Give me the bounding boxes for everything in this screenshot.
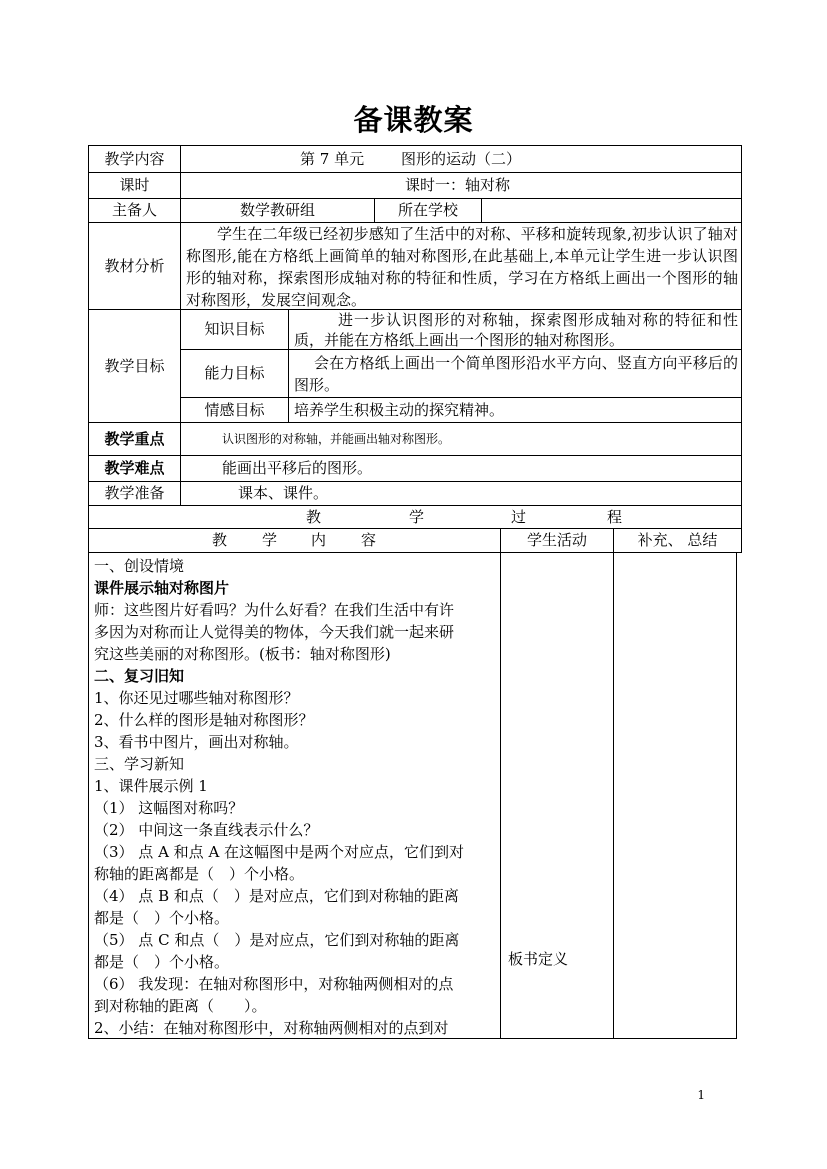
process-line: （2） 中间这一条直线表示什么？ [94,821,319,839]
col-content-char: 教 [212,531,228,549]
col-content-char: 内 [311,531,327,549]
process-header-char: 过 [511,508,527,526]
process-line: 一、创设情境 [94,557,185,575]
process-header-char: 程 [607,508,623,526]
lesson-label: 课时 [119,176,150,194]
process-line: 都是（ ）个小格。 [94,953,230,971]
analysis-text: 学生在二年级已经初步感知了生活中的对称、平移和旋转现象,初步认识了轴对称图形,能在方格纸上画简单的轴对称图形,在此基础上,本单元让学生进一步认识图形的轴对称，探索图形成轴对称的特征和性质，学习在方格纸上画出一个图形的轴对称图形，发展空间观念。 [186,225,738,309]
goal-ability-label: 能力目标 [204,364,265,382]
process-line: 师：这些图片好看吗？为什么好看？在我们生活中有许 [94,601,455,619]
process-line: 3、看书中图片，画出对称轴。 [94,733,299,751]
process-header-char: 学 [409,508,425,526]
preparer-label: 主备人 [111,201,157,219]
process-line: 三、学习新知 [94,755,185,773]
process-line: 1、课件展示例 1 [94,777,208,795]
content-label: 教学内容 [104,150,165,168]
process-header [89,506,741,528]
process-line: （4） 点 B 和点（ ）是对应点，它们到对称轴的距离 [94,887,459,905]
content-topic: 图形的运动（二） [401,150,522,168]
page-title: 备课教案 [353,103,474,137]
process-line: 称轴的距离都是（ ）个小格。 [94,865,305,883]
process-line: 二、复习旧知 [94,667,185,685]
process-line: （6） 我发现：在轴对称图形中，对称轴两侧相对的点 [94,975,454,993]
school-label: 所在学校 [397,201,458,219]
process-line: 究这些美丽的对称图形。(板书：轴对称图形) [94,645,391,663]
key-label: 教学重点 [104,430,165,448]
goals-label: 教学目标 [104,357,165,375]
lesson-value: 课时一：轴对称 [405,176,511,194]
process-line: 到对称轴的距离（ ）。 [94,997,267,1015]
student-activity: 板书定义 [508,950,569,968]
col-summary-header: 补充、 总结 [637,531,718,549]
goal-emotion-text: 培养学生积极主动的探究精神。 [294,401,505,419]
col-content-header [89,529,500,552]
process-header-char: 教 [306,508,322,526]
col-content-char: 学 [262,531,278,549]
content-unit: 第 7 单元 [300,150,365,168]
process-line: 2、小结：在轴对称图形中，对称轴两侧相对的点到对 [94,1019,449,1037]
key-text: 认识图形的对称轴，并能画出轴对称图形。 [222,432,451,446]
difficulty-text: 能画出平移后的图形。 [222,459,373,477]
process-line: （1） 这幅图对称吗？ [94,799,244,817]
prep-label: 教学准备 [104,484,165,502]
prep-text: 课本、课件。 [238,484,329,502]
goal-emotion-label: 情感目标 [204,401,265,419]
process-line: 课件展示轴对称图片 [94,579,230,597]
process-line: 多因为对称而让人觉得美的物体，今天我们就一起来研 [94,623,455,641]
col-student-header: 学生活动 [526,531,587,549]
goal-ability-text: 会在方格纸上画出一个简单图形沿水平方向、竖直方向平移后的图形。 [294,354,738,394]
difficulty-label: 教学难点 [104,459,165,477]
process-line: 2、什么样的图形是轴对称图形？ [94,711,314,729]
goal-knowledge-label: 知识目标 [204,320,265,338]
process-content [94,555,496,1037]
process-line: 1、你还见过哪些轴对称图形？ [94,689,299,707]
process-line: 都是（ ）个小格。 [94,909,230,927]
col-content-char: 容 [361,531,377,549]
process-line: （5） 点 C 和点（ ）是对应点，它们到对称轴的距离 [94,931,460,949]
page-number: 1 [697,1088,705,1102]
school-value [482,199,741,222]
process-line: （3） 点 A 和点 A 在这幅图中是两个对应点，它们到对 [94,843,465,861]
preparer-value: 数学教研组 [239,201,315,219]
goal-knowledge-text: 进一步认识图形的对称轴，探索图形成轴对称的特征和性质，并能在方格纸上画出一个图形的轴对称图形。 [294,311,738,349]
analysis-label: 教材分析 [104,257,165,275]
